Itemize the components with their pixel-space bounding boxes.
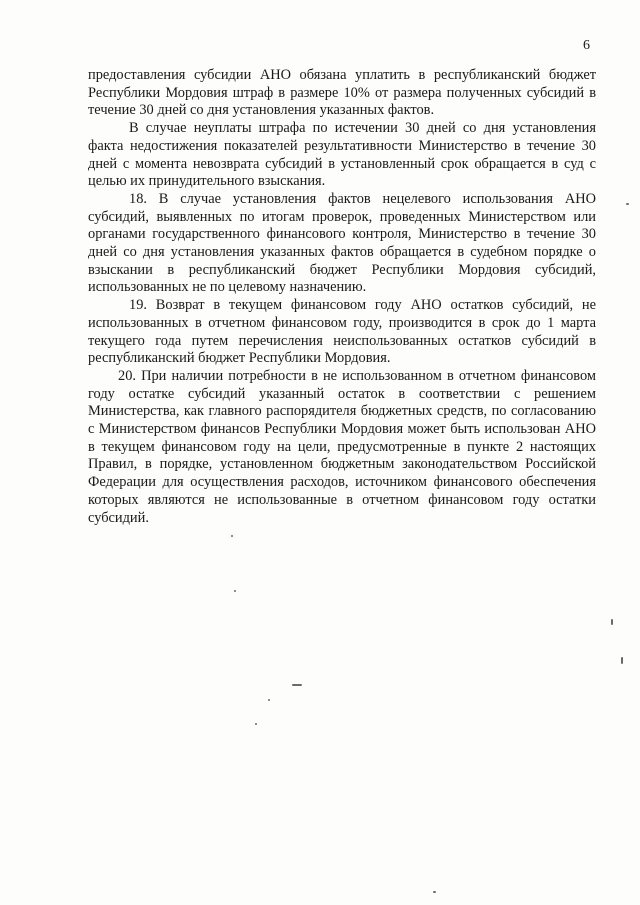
document-body [88,67,596,527]
scan-speck [626,203,629,205]
paragraph-19: 19. Возврат в текущем финансовом году АНО остатков субсидий, не использованных в отчетном финансовом году, производится в срок до 1 марта текущего года путем перечисления неиспользованных остатков субсидий в республиканский бюджет Республики Мордовия. [88,297,596,367]
page-number: 6 [583,38,590,53]
paragraph-20: 20. При наличии потребности в не использованном в отчетном финансовом году остатке субсидий указанный остаток в соответствии с решением Министерства, как главного распорядителя бюджетных средств, по согласованию с Министерством финансов Республики Мордовия может быть использован АНО в текущем финансовом году на цели, предусмотренные в пункте 2 настоящих Правил, в порядке, установленном бюджетным законодательством Российской Федерации для осуществления расходов, источником финансового обеспечения которых являются не использованные в отчетном финансовом году остатки субсидий. [88,367,596,526]
scan-speck [255,723,257,725]
scan-speck [621,657,623,664]
scan-speck [611,619,613,625]
scan-speck [234,590,236,592]
scan-speck [292,684,302,686]
paragraph-penalty-nonpayment: В случае неуплаты штрафа по истечении 30 дней со дня установления факта недостижения показателей результативности Министерство в течение 30 дней с момента невозврата субсидий в установленный срок обращается в суд с целью их принудительного взыскания. [88,120,596,190]
scan-speck [433,891,436,893]
scan-speck [268,699,270,701]
paragraph-18: 18. В случае установления фактов нецелевого использования АНО субсидий, выявленных по итогам проверок, проведенных Министерством или органами государственного финансового контроля, Министерство в течение 30 дней со дня установления указанных фактов обращается в судебном порядке о взыскании в республиканский бюджет Республики Мордовия субсидий, использованных не по целевому назначению. [88,190,596,296]
paragraph-penalty-continuation: предоставления субсидии АНО обязана уплатить в республиканский бюджет Республики Мордовия штраф в размере 10% от размера полученных субсидий в течение 30 дней со дня установления указанных фактов. [88,67,596,119]
scan-speck [231,535,233,537]
